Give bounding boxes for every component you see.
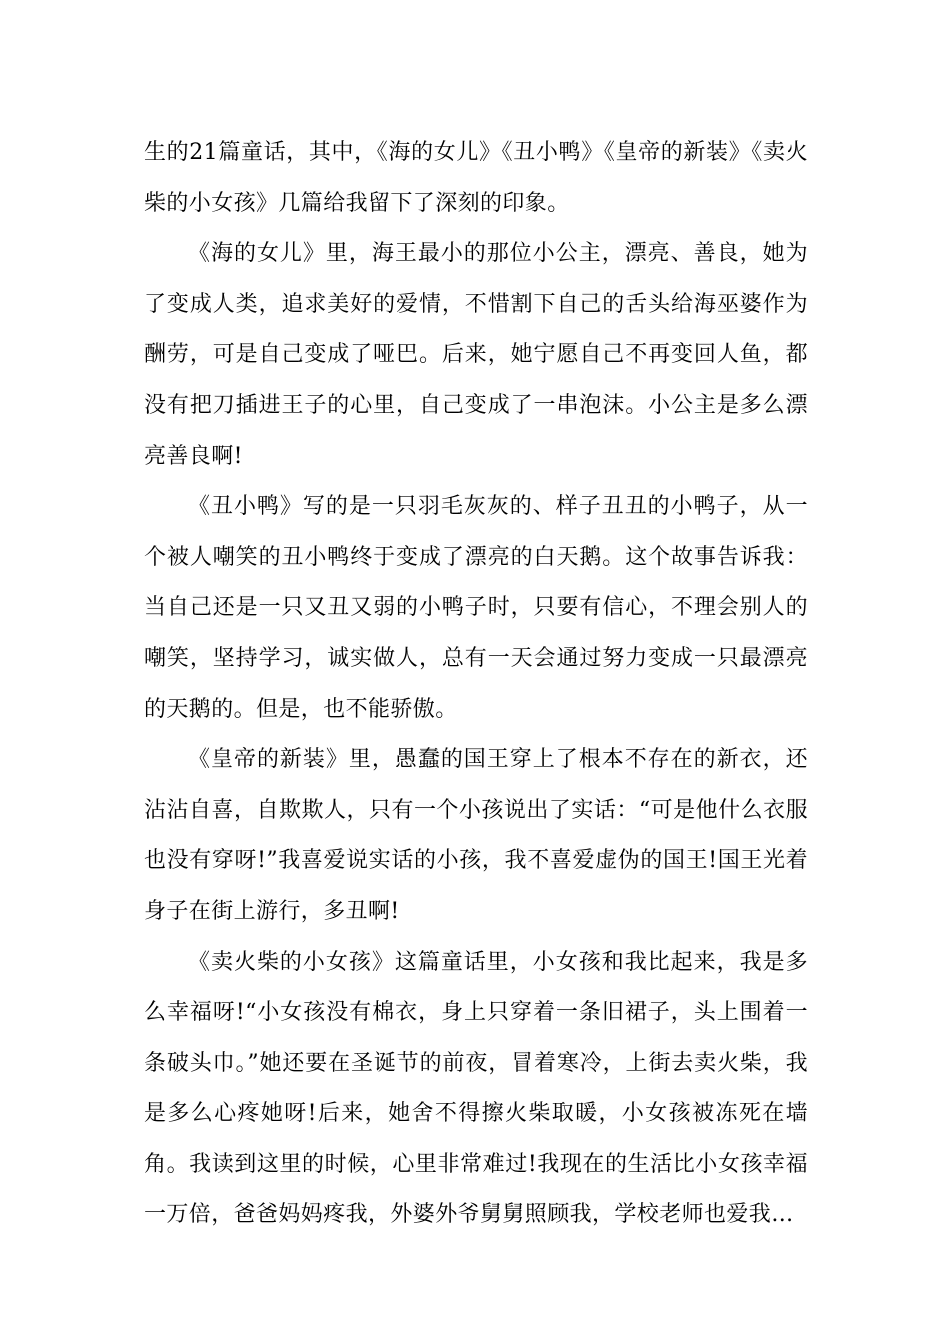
body-text xyxy=(144,128,808,1241)
paragraph-little-match-girl: 《卖火柴的小女孩》这篇童话里，小女孩和我比起来，我是多么幸福呀!“小女孩没有棉衣，身上只穿着一条旧裙子，头上围着一条破头巾。”她还要在圣诞节的前夜，冒着寒冷，上街去卖火柴，我是多么心疼她呀!后来，她舍不得擦火柴取暖，小女孩被冻死在墙角。我读到这里的时候，心里非常难过!我现在的生活比小女孩幸福一万倍，爸爸妈妈疼我，外婆外爷舅舅照顾我，学校老师也爱我… xyxy=(144,949,808,1228)
paragraph-ugly-duckling: 《丑小鸭》写的是一只羽毛灰灰的、样子丑丑的小鸭子，从一个被人嘲笑的丑小鸭终于变成了漂亮的白天鹅。这个故事告诉我：当自己还是一只又丑又弱的小鸭子时，只要有信心，不理会别人的嘲笑，坚持学习，诚实做人，总有一天会通过努力变成一只最漂亮的天鹅的。但是，也不能骄傲。 xyxy=(144,494,808,722)
paragraph-little-mermaid: 《海的女儿》里，海王最小的那位小公主，漂亮、善良，她为了变成人类，追求美好的爱情，不惜割下自己的舌头给海巫婆作为酬劳，可是自己变成了哑巴。后来，她宁愿自己不再变回人鱼，都没有把刀插进王子的心里，自己变成了一串泡沫。小公主是多么漂亮善良啊! xyxy=(144,241,808,469)
paragraph-continued-intro: 生的21篇童话，其中，《海的女儿》《丑小鸭》《皇帝的新装》《卖火柴的小女孩》几篇给我留下了深刻的印象。 xyxy=(144,140,808,216)
paragraph-emperors-new-clothes: 《皇帝的新装》里，愚蠢的国王穿上了根本不存在的新衣，还沾沾自喜，自欺欺人，只有一个小孩说出了实话：“可是他什么衣服也没有穿呀!”我喜爱说实话的小孩，我不喜爱虚伪的国王!国王光着身子在街上游行，多丑啊! xyxy=(144,747,808,924)
